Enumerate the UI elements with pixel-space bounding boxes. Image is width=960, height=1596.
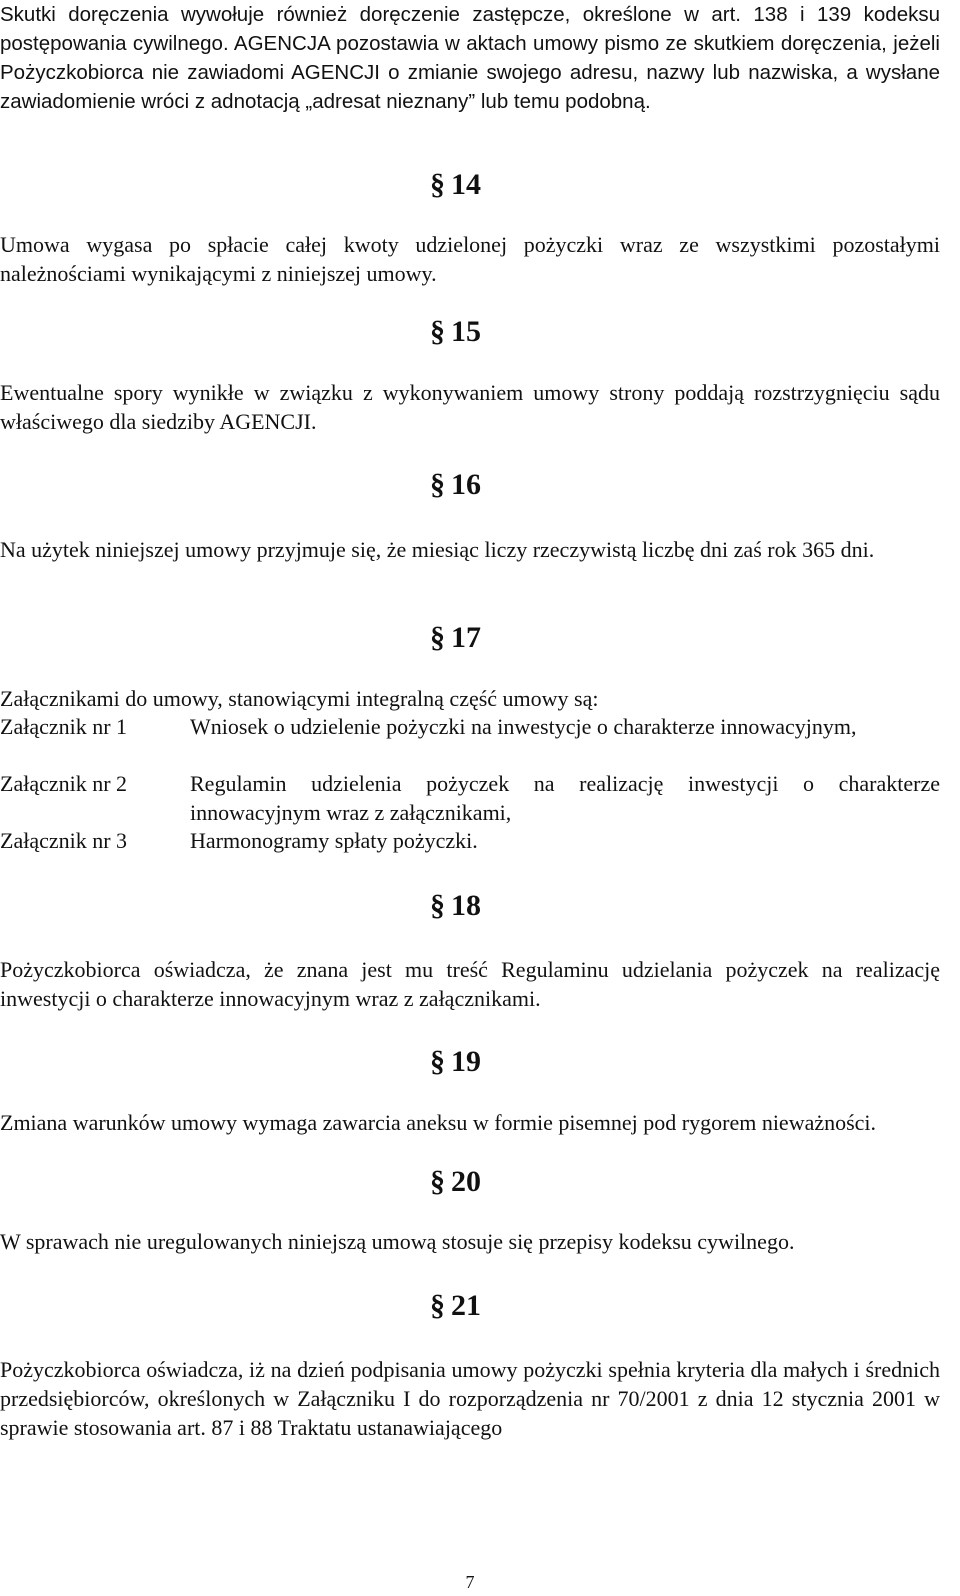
paragraph-section-15: Ewentualne spory wynikłe w związku z wykonywaniem umowy strony poddają rozstrzygnięciu sądu właściwego dla siedziby AGENCJI. bbox=[0, 380, 940, 434]
paragraph-section-21: Pożyczkobiorca oświadcza, iż na dzień podpisania umowy pożyczki spełnia kryteria dla małych i średnich przedsiębiorców, określonych w Załączniku I do rozporządzenia nr 70/2001 z dnia 12 stycznia 2001 w sprawie stosowania art. 87 i 88 Traktatu ustanawiającego bbox=[0, 1357, 940, 1440]
section-symbol: § bbox=[430, 1289, 445, 1322]
attachment-text: Regulamin udzielenia pożyczek na realizację inwestycji o charakterze innowacyjnym wraz z załącznikami, bbox=[190, 771, 940, 825]
section-heading-21 bbox=[430, 1286, 530, 1326]
section-heading-14 bbox=[430, 165, 530, 205]
section-heading-15 bbox=[430, 312, 530, 352]
section-number: 17 bbox=[451, 621, 481, 654]
section-symbol: § bbox=[430, 468, 445, 501]
section-symbol: § bbox=[430, 1165, 445, 1198]
paragraph-section-16: Na użytek niniejszej umowy przyjmuje się, że miesiąc liczy rzeczywistą liczbę dni zaś rok 365 dni. bbox=[0, 537, 875, 562]
paragraph-section-14: Umowa wygasa po spłacie całej kwoty udzielonej pożyczki wraz ze wszystkimi pozostałymi należnościami wynikającymi z niniejszej umowy. bbox=[0, 232, 940, 286]
section-heading-19 bbox=[430, 1042, 530, 1082]
attachment-label: Załącznik nr 1 bbox=[0, 714, 128, 739]
section-symbol: § bbox=[430, 1045, 445, 1078]
paragraph-section-18: Pożyczkobiorca oświadcza, że znana jest mu treść Regulaminu udzielania pożyczek na realizację inwestycji o charakterze innowacyjnym wraz z załącznikami. bbox=[0, 957, 940, 1011]
attachment-label: Załącznik nr 2 bbox=[0, 771, 128, 796]
section-number: 21 bbox=[451, 1289, 481, 1322]
paragraph-service-of-documents: Skutki doręczenia wywołuje również doręczenie zastępcze, określone w art. 138 i 139 kodeksu postępowania cywilnego. AGENCJA pozostawia w aktach umowy pismo ze skutkiem doręczenia, jeżeli Pożyczkobiorca nie zawiadomi AGENCJI o zmianie swojego adresu, nazwy lub nazwiska, a wysłane zawiadomienie wróci z adnotacją „adresat nieznany” lub temu podobną. bbox=[0, 3, 940, 113]
section-symbol: § bbox=[430, 889, 445, 922]
section-number: 16 bbox=[451, 468, 481, 501]
section-heading-16 bbox=[430, 465, 530, 505]
section-symbol: § bbox=[430, 621, 445, 654]
section-heading-17 bbox=[430, 618, 530, 658]
section-number: 18 bbox=[451, 889, 481, 922]
section-number: 20 bbox=[451, 1165, 481, 1198]
section-heading-18 bbox=[430, 886, 530, 926]
paragraph-section-20: W sprawach nie uregulowanych niniejszą umową stosuje się przepisy kodeksu cywilnego. bbox=[0, 1229, 795, 1254]
section-number: 15 bbox=[451, 315, 481, 348]
attachment-label: Załącznik nr 3 bbox=[0, 828, 128, 853]
section-number: 14 bbox=[451, 168, 481, 201]
section-heading-20 bbox=[430, 1162, 530, 1202]
section-number: 19 bbox=[451, 1045, 481, 1078]
paragraph-section-19: Zmiana warunków umowy wymaga zawarcia aneksu w formie pisemnej pod rygorem nieważności. bbox=[0, 1110, 877, 1135]
paragraph-section-17: Załącznikami do umowy, stanowiącymi integralną część umowy są: bbox=[0, 686, 599, 711]
page-number: 7 bbox=[465, 1572, 475, 1592]
section-symbol: § bbox=[430, 168, 445, 201]
attachment-text: Harmonogramy spłaty pożyczki. bbox=[190, 828, 478, 853]
section-symbol: § bbox=[430, 315, 445, 348]
attachment-text: Wniosek o udzielenie pożyczki na inwestycje o charakterze innowacyjnym, bbox=[190, 714, 857, 739]
